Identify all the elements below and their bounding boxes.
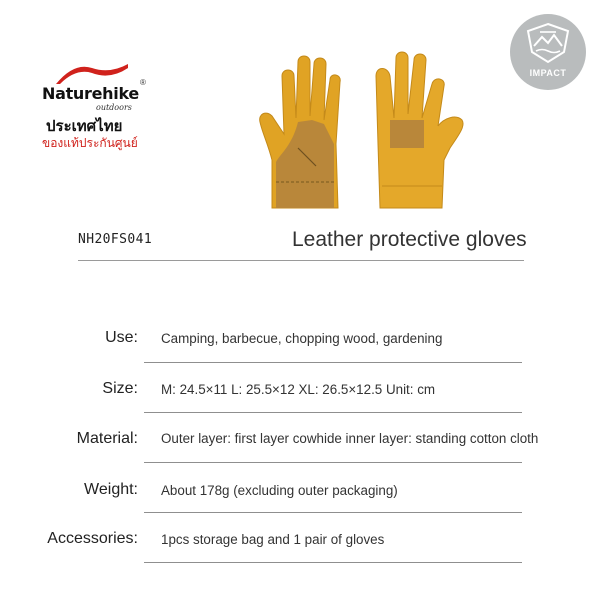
brand-name: Naturehike [42,84,139,103]
spec-value-use: Camping, barbecue, chopping wood, gardening [161,331,443,346]
spec-value-size: M: 24.5×11 L: 25.5×12 XL: 26.5×12.5 Unit: cm [161,382,436,397]
spec-divider [144,362,522,363]
right-glove [376,52,463,208]
spec-label-material: Material: [76,430,138,447]
brand-warranty: ของแท้ประกันศูนย์ [42,136,138,150]
badge-label: IMPACT [529,68,567,78]
spec-label-size: Size: [102,380,138,397]
product-sku: NH20FS041 [78,232,153,247]
spec-value-accessories: 1pcs storage bag and 1 pair of gloves [161,532,385,547]
spec-divider [144,462,522,463]
spec-label-use: Use: [105,329,138,346]
registered-mark: ® [140,78,146,87]
product-title: Leather protective gloves [292,228,527,251]
impact-badge [510,14,586,90]
spec-divider [144,562,522,563]
brand-country: ประเทศไทย [46,118,123,135]
spec-label-accessories: Accessories: [47,530,138,547]
mountain-logo-icon [54,60,130,86]
spec-divider [144,512,522,513]
spec-value-weight: About 178g (excluding outer packaging) [161,483,398,498]
leather-gloves-photo [258,48,472,210]
header-divider [78,260,524,261]
spec-value-material: Outer layer: first layer cowhide inner layer: standing cotton cloth [161,431,539,446]
spec-divider [144,412,522,413]
spec-label-weight: Weight: [84,481,138,498]
brand-tagline: outdoors [96,103,132,112]
left-glove [260,56,341,208]
shield-mountain-icon [524,22,572,64]
